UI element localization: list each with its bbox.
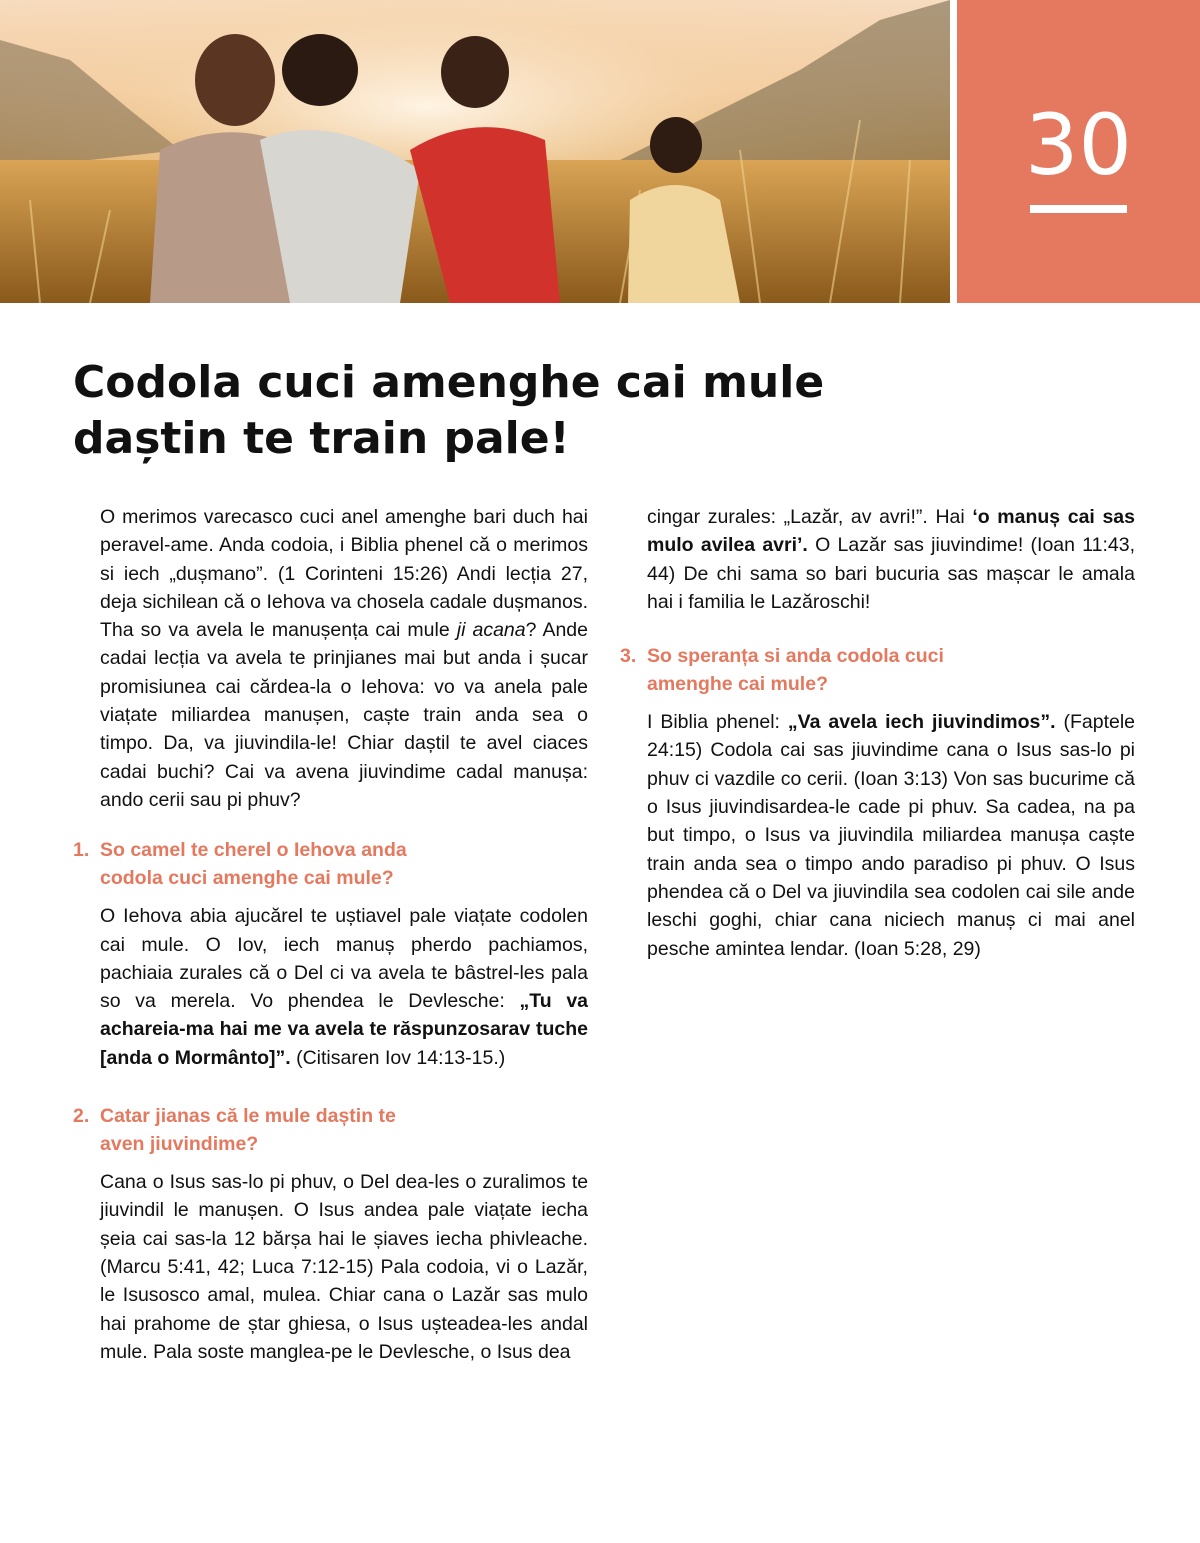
question-heading-1: [73, 836, 588, 892]
answer-bold-quote: „Tu va achareia-ma hai me va avela te răspunzosarav tuche [anda o Mormânto]”.: [100, 990, 589, 1069]
question-heading-2: [73, 1102, 588, 1158]
chapter-badge: [957, 0, 1200, 303]
question-text: So camel te cherel o Iehova anda codola cuci amenghe cai mule?: [100, 839, 407, 890]
right-column: [620, 503, 1135, 963]
question-text: So speranța si anda codola cuci amenghe cai mule?: [647, 645, 944, 696]
answer-paragraph-2: Cana o Isus sas-lo pi phuv, o Del dea-les o zuralimos te jiuvindil le manușen. O Isus andea pale viațate iecha șeia cai sas-la 12 bărșa hai le șiaves iecha phivleache. (Marcu 5:41, 42; Luca 7:12-15) Pala codoia, vi o Lazăr, le Isusosco amal, mulea. Chiar cana o Lazăr sas mulo hai prahome de ștar ghiesa, o Isus ușteadea-les andal mule. Pala soste manglea-pe le Devlesche, o Isus dea: [100, 1171, 589, 1363]
question-heading-3: [620, 642, 1135, 698]
intro-text: O merimos varecasco cuci anel amenghe bari duch hai peravel-ame. Anda codoia, i Biblia phenel că o merimos si iech „dușmano”. (1 Corinteni 15:26) Andi lecția 27, deja sichilean că o Iehova va chosela cadale dușmanos. Tha so va avela le manușența cai mule: [100, 506, 588, 642]
answer-text-cont: (Faptele 24:15) Codola cai sas jiuvindime cana o Isus sas-lo pi phuv ci vazdile co cerii. (Ioan 3:13) Von sas bucurime că o Isus jiuvindisardea-le cade pi phuv. Sa cadea, na pa but timpo, o Isus va jiuvindila miliardea manușa caște train anda sea o timpo ando paradiso pi phuv. O Isus phendea că o Del va jiuvindila sea codolen cai sile ande leschi goghi, chiar cana niciech manuș ci mai anel pesche amintea lendar. (Ioan 5:28, 29): [647, 711, 1136, 960]
question-number: 3.: [620, 645, 637, 668]
answer-paragraph-3: [620, 708, 1135, 963]
page-title: [73, 355, 893, 467]
answer-text: I Biblia phenel:: [647, 711, 788, 734]
question-number: 2.: [73, 1105, 90, 1128]
intro-italic: ji acana: [456, 619, 526, 642]
left-column: [73, 503, 588, 1366]
intro-paragraph: [73, 503, 588, 814]
question-text: Catar jianas că le mule daștin te aven jiuvindime?: [100, 1105, 396, 1156]
title-line-1: Codola cuci amenghe cai mule: [73, 357, 825, 408]
answer-paragraph-2-continued: cingar zurales: „Lazăr, av avri!”. Hai ‘o manuș cai sas mulo avilea avri’. O Lazăr sas jiuvindime! (Ioan 11:43, 44) De chi sama so bari bucuria sas mașcar le amala hai i familia le Lazăroschi!: [647, 506, 1136, 613]
answer-bold-quote: „Va avela iech jiuvindimos”.: [787, 711, 1056, 734]
title-line-2: daștin te train pale!: [73, 413, 570, 464]
family-field-illustration: [0, 0, 950, 303]
hero-photo: [0, 0, 950, 303]
question-number: 1.: [73, 839, 90, 862]
badge-underline: [1030, 205, 1127, 213]
answer-paragraph-1: [73, 902, 588, 1072]
chapter-number: 30: [1025, 96, 1132, 194]
answer-text: O Iehova abia ajucărel te uștiavel pale viațate codolen cai mule. O Iov, iech manuș pherdo pachiamos, pachiaia zurales că o Del ci va avela te bâstrel-les pala so va merela. Vo phendea le Devlesche:: [100, 905, 588, 1013]
intro-text-cont: ? Ande cadai lecția va avela te prinjianes mai but anda i șucar promisiunea cai cărdea-la o Iehova: vo va anela pale viațate miliardea manușen, caște train anda sea o timpo. Da, va jiuvindila-le! Chiar daștil te avel ciaces cadai buchi? Cai va avena jiuvindime cadal manușa: ando cerii sau pi phuv?: [100, 619, 588, 811]
answer-text-cont: (Citisaren Iov 14:13-15.): [290, 1046, 506, 1069]
